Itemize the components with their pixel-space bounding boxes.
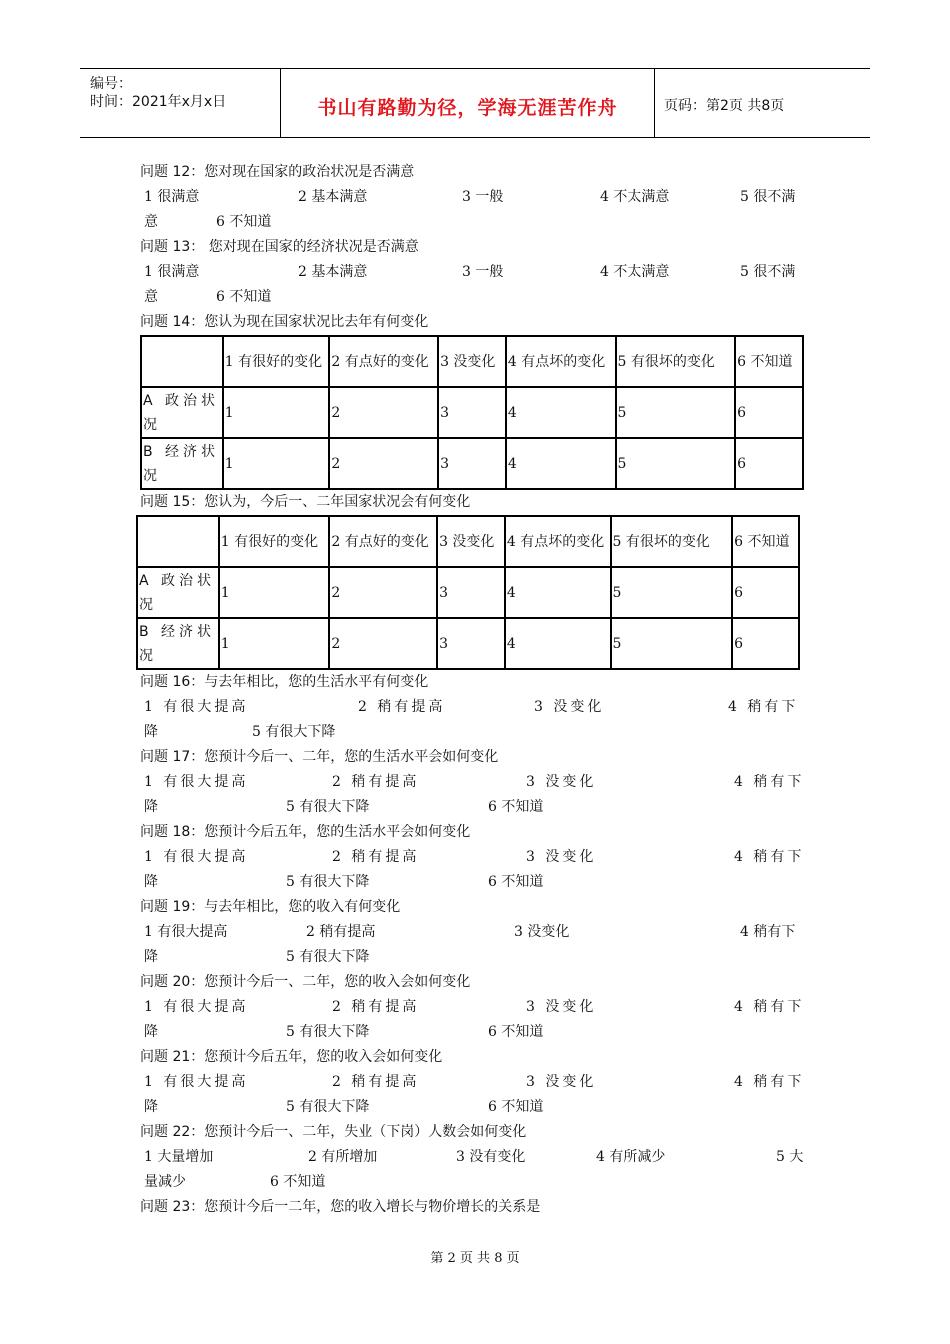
question-19-title: 问题 19：与去年相比，您的收入有何变化 [140, 899, 401, 915]
option[interactable]: 3 没变化 [526, 1074, 597, 1090]
answer-cell[interactable]: 6 [735, 387, 803, 438]
option[interactable]: 2 基本满意 [298, 189, 368, 205]
option[interactable]: 1 很满意 [144, 189, 200, 205]
answer-cell[interactable]: 3 [438, 387, 506, 438]
option-wrap: 量减少 [144, 1174, 186, 1190]
question-17-options [140, 770, 808, 795]
page-footer: 第 2 页 共 8 页 [430, 1251, 520, 1266]
option[interactable]: 2 基本满意 [298, 264, 368, 280]
question-13-options-cont [140, 285, 808, 310]
option[interactable]: 5 有很大下降 [252, 724, 336, 740]
column-header: 6 不知道 [732, 516, 799, 567]
question-21-title: 问题 21：您预计今后五年，您的收入会如何变化 [140, 1049, 443, 1065]
column-header: 3 没变化 [437, 516, 505, 567]
row-label-politics: A 政治状况 [141, 387, 223, 438]
option[interactable]: 1 大量增加 [144, 1149, 214, 1165]
answer-cell[interactable]: 3 [437, 567, 505, 618]
question-12-options [140, 185, 808, 210]
option-wrap: 降 [144, 799, 158, 815]
option[interactable]: 4 不太满意 [600, 264, 670, 280]
column-header: 3 没变化 [438, 336, 506, 387]
question-13-options [140, 260, 808, 285]
header-motto-cell [280, 69, 655, 137]
date-label: 时间：2021年x月x日 [90, 94, 227, 110]
header-page-cell [654, 69, 870, 137]
row-label-economy: B 经济状况 [137, 618, 219, 669]
option[interactable]: 4 不太满意 [600, 189, 670, 205]
option[interactable]: 5 很不满 [740, 264, 796, 280]
table-corner [137, 516, 219, 567]
question-13-title: 问题 13： 您对现在国家的经济状况是否满意 [140, 239, 419, 255]
column-header: 5 有很坏的变化 [616, 336, 736, 387]
column-header: 2 有点好的变化 [329, 336, 438, 387]
answer-cell[interactable]: 6 [732, 618, 799, 669]
option-wrap: 降 [144, 949, 158, 965]
option[interactable]: 1 有很大提高 [144, 699, 249, 715]
answer-cell[interactable]: 4 [505, 567, 611, 618]
option[interactable]: 5 很不满 [740, 189, 796, 205]
question-14-title: 问题 14：您认为现在国家状况比去年有何变化 [140, 314, 429, 330]
answer-cell[interactable]: 5 [611, 567, 733, 618]
option[interactable]: 1 有很大提高 [144, 999, 249, 1015]
question-16-options-cont [140, 720, 808, 745]
option[interactable]: 3 一般 [462, 189, 504, 205]
question-22-title: 问题 22：您预计今后一、二年，失业（下岗）人数会如何变化 [140, 1124, 527, 1140]
column-header: 4 有点坏的变化 [505, 516, 611, 567]
option-wrap: 降 [144, 874, 158, 890]
column-header: 6 不知道 [735, 336, 803, 387]
option[interactable]: 4 稍有下 [734, 849, 805, 865]
option[interactable]: 4 稍有下 [734, 1074, 805, 1090]
answer-cell[interactable]: 4 [505, 618, 611, 669]
option[interactable]: 3 没变化 [526, 849, 597, 865]
option[interactable]: 6 不知道 [488, 1024, 544, 1040]
option[interactable]: 5 有很大下降 [286, 799, 370, 815]
option[interactable]: 2 稍有提高 [332, 1074, 420, 1090]
column-header: 1 有很好的变化 [223, 336, 330, 387]
option[interactable]: 6 不知道 [488, 874, 544, 890]
option[interactable]: 4 稍有下 [728, 699, 799, 715]
question-21-options-cont [140, 1095, 808, 1120]
answer-cell[interactable]: 1 [219, 567, 330, 618]
option[interactable]: 2 稍有提高 [332, 774, 420, 790]
page-label: 页码：第2页 共8页 [664, 98, 785, 114]
question-15-title: 问题 15：您认为，今后一、二年国家状况会有何变化 [140, 494, 471, 510]
answer-cell[interactable]: 2 [329, 618, 437, 669]
option-wrap: 降 [144, 724, 158, 740]
question-18-options [140, 845, 808, 870]
option[interactable]: 6 不知道 [216, 214, 272, 230]
option[interactable]: 2 稍有提高 [332, 999, 420, 1015]
answer-cell[interactable]: 1 [223, 438, 330, 489]
serial-label: 编号： [90, 76, 132, 92]
option[interactable]: 4 稍有下 [734, 774, 805, 790]
column-header: 5 有很坏的变化 [611, 516, 733, 567]
option[interactable]: 1 有很大提高 [144, 774, 249, 790]
option[interactable]: 3 没变化 [526, 774, 597, 790]
question-21-options [140, 1070, 808, 1095]
option[interactable]: 1 有很大提高 [144, 1074, 249, 1090]
option[interactable]: 3 没变化 [534, 699, 605, 715]
question-23-title: 问题 23：您预计今后一二年，您的收入增长与物价增长的关系是 [140, 1199, 541, 1215]
column-header: 2 有点好的变化 [329, 516, 437, 567]
question-20-options-cont [140, 1020, 808, 1045]
answer-cell[interactable]: 5 [611, 618, 733, 669]
question-17-options-cont [140, 795, 808, 820]
option[interactable]: 5 有很大下降 [286, 1024, 370, 1040]
question-16-options [140, 695, 808, 720]
answer-cell[interactable]: 5 [616, 438, 736, 489]
question-20-title: 问题 20：您预计今后一、二年，您的收入会如何变化 [140, 974, 471, 990]
option[interactable]: 2 稍有提高 [306, 924, 376, 940]
question-22-options [140, 1145, 808, 1170]
question-14-table [140, 335, 804, 490]
option-wrap: 意 [144, 214, 158, 230]
option[interactable]: 1 有很大提高 [144, 849, 249, 865]
answer-cell[interactable]: 6 [735, 438, 803, 489]
table-corner [141, 336, 223, 387]
option[interactable]: 2 有所增加 [308, 1149, 378, 1165]
question-22-options-cont [140, 1170, 808, 1195]
answer-cell[interactable]: 2 [329, 438, 438, 489]
option[interactable]: 6 不知道 [270, 1174, 326, 1190]
answer-cell[interactable]: 6 [732, 567, 799, 618]
option[interactable]: 4 有所减少 [596, 1149, 666, 1165]
option[interactable]: 4 稍有下 [734, 999, 805, 1015]
question-12-options-cont [140, 210, 808, 235]
option[interactable]: 5 有很大下降 [286, 949, 370, 965]
row-label-economy: B 经济状况 [141, 438, 223, 489]
answer-cell[interactable]: 1 [219, 618, 330, 669]
option-wrap: 意 [144, 289, 158, 305]
option[interactable]: 3 没变化 [526, 999, 597, 1015]
page-header [80, 68, 870, 138]
option[interactable]: 6 不知道 [216, 289, 272, 305]
answer-cell[interactable]: 2 [329, 567, 437, 618]
column-header: 1 有很好的变化 [219, 516, 330, 567]
answer-cell[interactable]: 5 [616, 387, 736, 438]
answer-cell[interactable]: 4 [506, 387, 616, 438]
question-19-options [140, 920, 808, 945]
option[interactable]: 6 不知道 [488, 799, 544, 815]
option[interactable]: 5 有很大下降 [286, 1099, 370, 1115]
header-meta-cell [80, 69, 280, 137]
option[interactable]: 5 有很大下降 [286, 874, 370, 890]
option[interactable]: 4 稍有下 [740, 924, 796, 940]
option[interactable]: 6 不知道 [488, 1099, 544, 1115]
question-16-title: 问题 16：与去年相比，您的生活水平有何变化 [140, 674, 429, 690]
option[interactable]: 1 很满意 [144, 264, 200, 280]
option[interactable]: 3 没有变化 [456, 1149, 526, 1165]
answer-cell[interactable]: 1 [223, 387, 330, 438]
option[interactable]: 2 稍有提高 [332, 849, 420, 865]
motto: 书山有路勤为径，学海无涯苦作舟 [317, 97, 618, 119]
column-header: 4 有点坏的变化 [506, 336, 616, 387]
answer-cell[interactable]: 3 [438, 438, 506, 489]
question-17-title: 问题 17：您预计今后一、二年，您的生活水平会如何变化 [140, 749, 499, 765]
option[interactable]: 2 稍有提高 [358, 699, 446, 715]
question-19-options-cont [140, 945, 808, 970]
option[interactable]: 3 没变化 [514, 924, 570, 940]
question-15-table [136, 515, 800, 670]
row-label-politics: A 政治状况 [137, 567, 219, 618]
question-12-title: 问题 12：您对现在国家的政治状况是否满意 [140, 164, 415, 180]
answer-cell[interactable]: 2 [329, 387, 438, 438]
option[interactable]: 3 一般 [462, 264, 504, 280]
option-wrap: 降 [144, 1099, 158, 1115]
option[interactable]: 1 有很大提高 [144, 924, 228, 940]
option[interactable]: 5 大 [776, 1149, 804, 1165]
answer-cell[interactable]: 4 [506, 438, 616, 489]
questionnaire-body [140, 160, 808, 1220]
question-18-options-cont [140, 870, 808, 895]
question-18-title: 问题 18：您预计今后五年，您的生活水平会如何变化 [140, 824, 471, 840]
answer-cell[interactable]: 3 [437, 618, 505, 669]
question-20-options [140, 995, 808, 1020]
option-wrap: 降 [144, 1024, 158, 1040]
